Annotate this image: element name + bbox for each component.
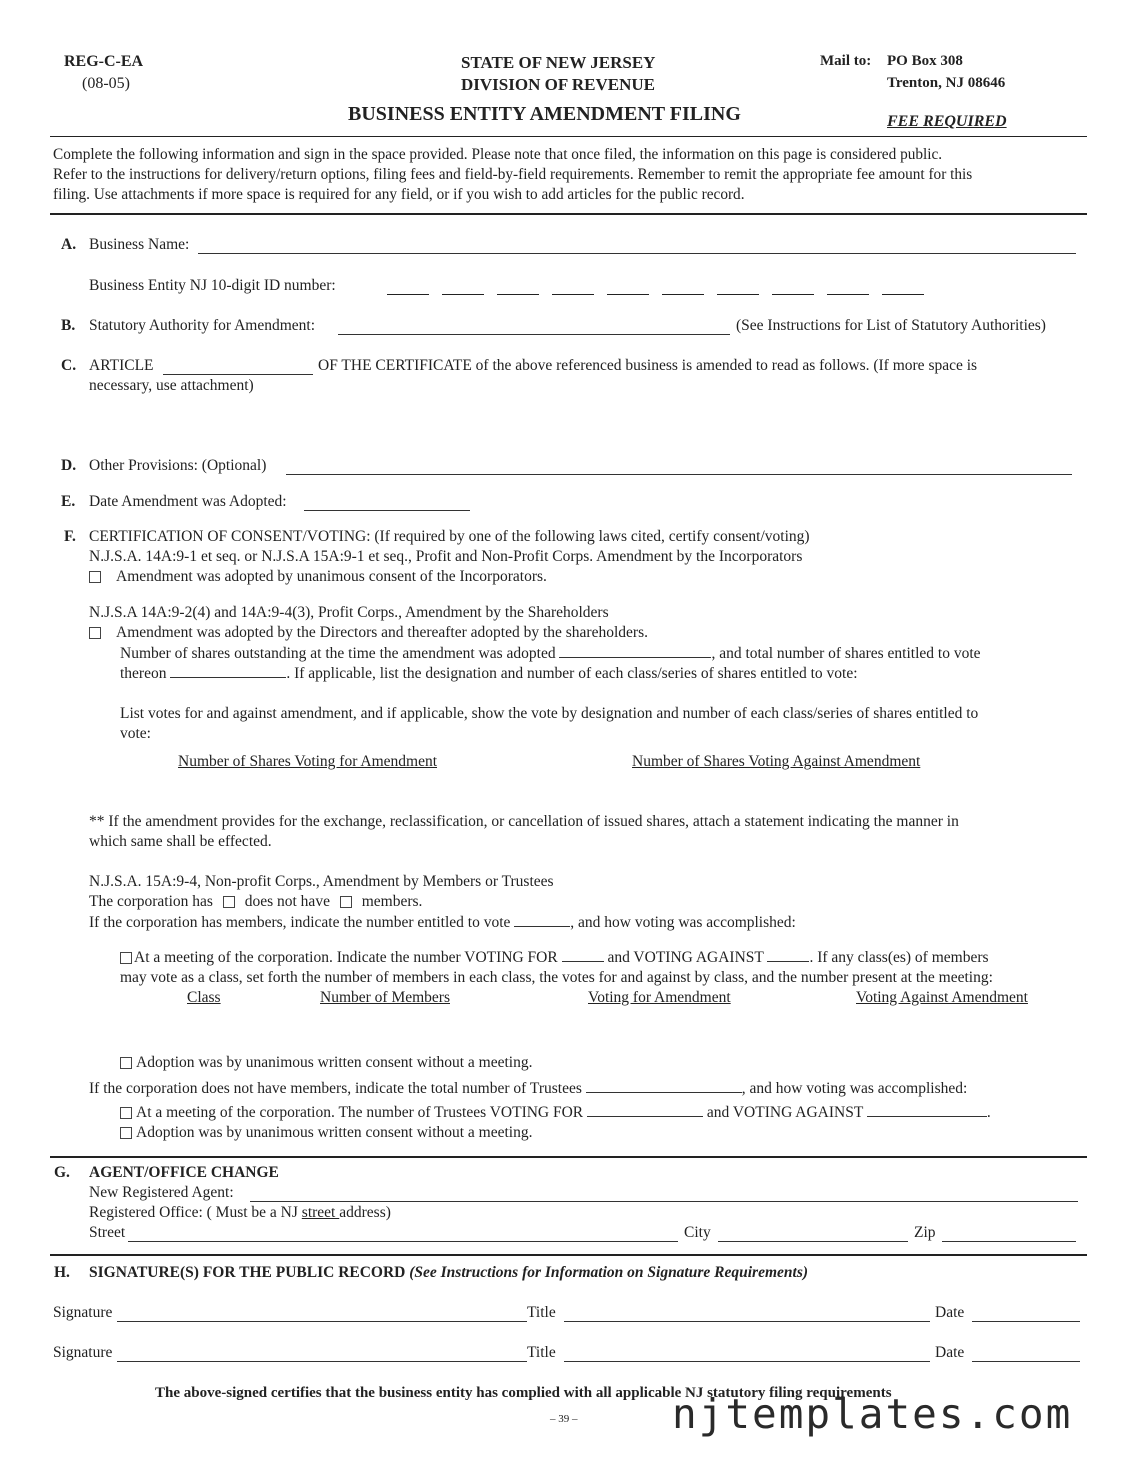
article-text-2: necessary, use attachment) bbox=[89, 377, 254, 394]
option-written-consent-members[interactable] bbox=[120, 1054, 532, 1072]
shares-label: . If applicable, list the designation and number of each class/series of shares entitled to vote: bbox=[286, 665, 858, 682]
shares-outstanding-line bbox=[120, 644, 981, 663]
certification-statement: The above-signed certifies that the business entity has complied with all applicable NJ statutory filing requirements bbox=[155, 1385, 892, 1401]
section-letter: G. bbox=[54, 1164, 70, 1181]
meeting-label: At a meeting of the corporation. Indicate the number VOTING FOR bbox=[134, 949, 558, 966]
title-label: Title bbox=[527, 1344, 556, 1361]
signature-label: Signature bbox=[53, 1344, 113, 1361]
shares-outstanding-field[interactable] bbox=[559, 644, 711, 658]
section-letter: B. bbox=[61, 317, 76, 334]
date-adopted-label: Date Amendment was Adopted: bbox=[89, 493, 287, 510]
shares-entitled-line bbox=[120, 664, 858, 683]
signatures-title bbox=[89, 1264, 808, 1282]
city-label: City bbox=[684, 1224, 711, 1241]
page-title: BUSINESS ENTITY AMENDMENT FILING bbox=[348, 103, 741, 125]
signature-field[interactable] bbox=[117, 1308, 527, 1322]
intro-text bbox=[53, 145, 972, 205]
option-shareholders[interactable] bbox=[89, 624, 648, 642]
street-label: Street bbox=[89, 1224, 126, 1241]
registered-agent-field[interactable] bbox=[250, 1188, 1078, 1202]
signature-field[interactable] bbox=[117, 1348, 527, 1362]
fee-required: FEE REQUIRED bbox=[887, 113, 1007, 130]
form-id: REG-C-EA bbox=[64, 53, 144, 70]
law-text: N.J.S.A 14A:9-2(4) and 14A:9-4(3), Profit Corps., Amendment by the Shareholders bbox=[89, 604, 609, 621]
checkbox-has[interactable] bbox=[223, 896, 235, 908]
date-label: Date bbox=[935, 1344, 965, 1361]
statutory-label: Statutory Authority for Amendment: bbox=[89, 317, 316, 334]
zip-label: Zip bbox=[914, 1224, 936, 1241]
column-votes-for: Number of Shares Voting for Amendment bbox=[178, 753, 438, 770]
members-entitled-label: If the corporation has members, indicate the number entitled to vote bbox=[89, 914, 511, 931]
title-field[interactable] bbox=[564, 1308, 930, 1322]
column-class: Class bbox=[187, 989, 221, 1006]
law-text: N.J.S.A. 14A:9-1 et seq. or N.J.S.A 15A:9-1 et seq., Profit and Non-Profit Corps. Amendment by the Incorporators bbox=[89, 548, 803, 565]
section-letter: A. bbox=[61, 236, 77, 253]
office-label: Registered Office: ( Must be a NJ bbox=[89, 1204, 302, 1221]
statutory-field[interactable] bbox=[338, 321, 730, 335]
meeting-text-2: may vote as a class, set forth the number of members in each class, the votes for and against by class, and the number present at the meeting: bbox=[120, 969, 993, 986]
section-letter: C. bbox=[61, 357, 77, 374]
mail-label: Mail to: bbox=[820, 53, 872, 69]
business-name-label: Business Name: bbox=[89, 236, 190, 253]
title-label: Title bbox=[527, 1304, 556, 1321]
checkbox-does-not-have[interactable] bbox=[340, 896, 352, 908]
signatures-note: (See Instructions for Information on Signature Requirements) bbox=[409, 1264, 809, 1281]
note-text: ** If the amendment provides for the exchange, reclassification, or cancellation of issued shares, attach a statement indicating the manner in bbox=[89, 813, 959, 830]
column-voting-for: Voting for Amendment bbox=[588, 989, 731, 1006]
divider bbox=[50, 213, 1087, 215]
registered-office-label bbox=[89, 1204, 391, 1222]
meeting-members-line[interactable] bbox=[120, 948, 989, 967]
statutory-note: (See Instructions for List of Statutory Authorities) bbox=[736, 317, 1046, 334]
divider bbox=[50, 1254, 1087, 1256]
members-entitled-line bbox=[89, 913, 796, 932]
votes-text: List votes for and against amendment, and if applicable, show the vote by designation and number of each class/series of shares entitled to bbox=[120, 705, 979, 722]
shares-label: thereon bbox=[120, 665, 167, 682]
form-date: (08-05) bbox=[82, 75, 130, 92]
office-label: address) bbox=[339, 1204, 391, 1221]
column-voting-against: Voting Against Amendment bbox=[856, 989, 1028, 1006]
checkbox[interactable] bbox=[89, 627, 101, 639]
option-label: and VOTING AGAINST bbox=[706, 1104, 864, 1121]
page-number: – 39 – bbox=[550, 1413, 578, 1425]
checkbox[interactable] bbox=[120, 1057, 132, 1069]
voting-against-field[interactable] bbox=[767, 948, 809, 962]
votes-text-2: vote: bbox=[120, 725, 151, 742]
shares-entitled-field[interactable] bbox=[170, 664, 286, 678]
trustees-for-field[interactable] bbox=[587, 1103, 703, 1117]
zip-field[interactable] bbox=[942, 1228, 1076, 1242]
intro-line: Complete the following information and sign in the space provided. Please note that once filed, the information on this page is considered public. bbox=[53, 146, 943, 163]
members-entitled-label: , and how voting was accomplished: bbox=[570, 914, 796, 931]
divider bbox=[50, 1156, 1087, 1158]
trustees-label: If the corporation does not have members, indicate the total number of Trustees bbox=[89, 1080, 582, 1097]
intro-line: Refer to the instructions for delivery/return options, filing fees and field-by-field requirements. Remember to remit the appropriate fee amount for this bbox=[53, 166, 973, 183]
option-label: Amendment was adopted by the Directors and thereafter adopted by the shareholders. bbox=[116, 624, 648, 641]
checkbox[interactable] bbox=[120, 1107, 132, 1119]
option-label: Amendment was adopted by unanimous consent of the Incorporators. bbox=[116, 568, 547, 585]
option-label: Adoption was by unanimous written consent without a meeting. bbox=[136, 1054, 533, 1071]
article-label: ARTICLE bbox=[89, 357, 154, 374]
street-field[interactable] bbox=[128, 1228, 678, 1242]
mail-line-2: Trenton, NJ 08646 bbox=[887, 75, 1006, 91]
meeting-label: and VOTING AGAINST bbox=[607, 949, 764, 966]
division-title: DIVISION OF REVENUE bbox=[461, 75, 655, 94]
checkbox[interactable] bbox=[120, 1127, 132, 1139]
id-label: Business Entity NJ 10-digit ID number: bbox=[89, 277, 336, 294]
checkbox[interactable] bbox=[89, 571, 101, 583]
watermark: njtemplates.com bbox=[672, 1390, 1073, 1438]
intro-line: filing. Use attachments if more space is required for any field, or if you wish to add articles for the public record. bbox=[53, 186, 745, 203]
certification-title: CERTIFICATION OF CONSENT/VOTING: (If required by one of the following laws cited, certify consent/voting) bbox=[89, 528, 810, 545]
date-label: Date bbox=[935, 1304, 965, 1321]
article-text: OF THE CERTIFICATE of the above referenced business is amended to read as follows. (If more space is bbox=[318, 357, 978, 374]
option-incorporators[interactable] bbox=[89, 568, 547, 586]
office-street-label: street bbox=[301, 1204, 340, 1221]
note-text-2: which same shall be effected. bbox=[89, 833, 272, 850]
title-field[interactable] bbox=[564, 1348, 930, 1362]
business-name-field[interactable] bbox=[198, 240, 1076, 254]
city-field[interactable] bbox=[718, 1228, 908, 1242]
other-provisions-field[interactable] bbox=[286, 461, 1072, 475]
option-written-consent-trustees[interactable] bbox=[120, 1124, 532, 1142]
option-trustee-meeting[interactable]: At a meeting of the corporation. The number of Trustees VOTING FOR and VOTING AGAINST . bbox=[120, 1103, 991, 1122]
does-not-have-label: does not have bbox=[244, 893, 330, 910]
mail-line-1: PO Box 308 bbox=[887, 53, 963, 69]
corporation-members-line bbox=[89, 893, 422, 911]
date-field[interactable] bbox=[972, 1308, 1080, 1322]
trustees-against-field[interactable] bbox=[867, 1103, 987, 1117]
members-label: members. bbox=[361, 893, 423, 910]
checkbox[interactable] bbox=[120, 952, 132, 964]
section-letter: D. bbox=[61, 457, 77, 474]
voting-for-field[interactable] bbox=[562, 948, 604, 962]
shares-label: Number of shares outstanding at the time the amendment was adopted bbox=[120, 645, 556, 662]
column-votes-against: Number of Shares Voting Against Amendment bbox=[632, 753, 921, 770]
divider bbox=[50, 136, 1087, 137]
trustees-line bbox=[89, 1079, 967, 1098]
registered-agent-label: New Registered Agent: bbox=[89, 1184, 234, 1201]
trustees-label: , and how voting was accomplished: bbox=[741, 1080, 968, 1097]
signature-label: Signature bbox=[53, 1304, 113, 1321]
members-entitled-field[interactable] bbox=[514, 913, 570, 927]
article-field[interactable] bbox=[163, 361, 313, 375]
state-title: STATE OF NEW JERSEY bbox=[461, 53, 656, 72]
section-letter: E. bbox=[61, 493, 76, 510]
signatures-title-text: SIGNATURE(S) FOR THE PUBLIC RECORD bbox=[89, 1264, 406, 1281]
column-number-of-members: Number of Members bbox=[320, 989, 450, 1006]
date-adopted-field[interactable] bbox=[304, 497, 470, 511]
shares-label: , and total number of shares entitled to vote bbox=[711, 645, 981, 662]
other-provisions-label: Other Provisions: (Optional) bbox=[89, 457, 267, 474]
option-label: At a meeting of the corporation. The number of Trustees VOTING FOR bbox=[136, 1104, 584, 1121]
meeting-label: . If any class(es) of members bbox=[809, 949, 989, 966]
date-field[interactable] bbox=[972, 1348, 1080, 1362]
section-letter: H. bbox=[54, 1264, 70, 1281]
agent-office-title: AGENT/OFFICE CHANGE bbox=[89, 1164, 279, 1181]
option-label: Adoption was by unanimous written consent without a meeting. bbox=[136, 1124, 533, 1141]
law-text: N.J.S.A. 15A:9-4, Non-profit Corps., Amendment by Members or Trustees bbox=[89, 873, 554, 890]
id-number-field[interactable] bbox=[387, 282, 937, 300]
has-label: The corporation has bbox=[89, 893, 213, 910]
section-letter: F. bbox=[64, 528, 76, 545]
trustees-field[interactable] bbox=[586, 1079, 742, 1093]
